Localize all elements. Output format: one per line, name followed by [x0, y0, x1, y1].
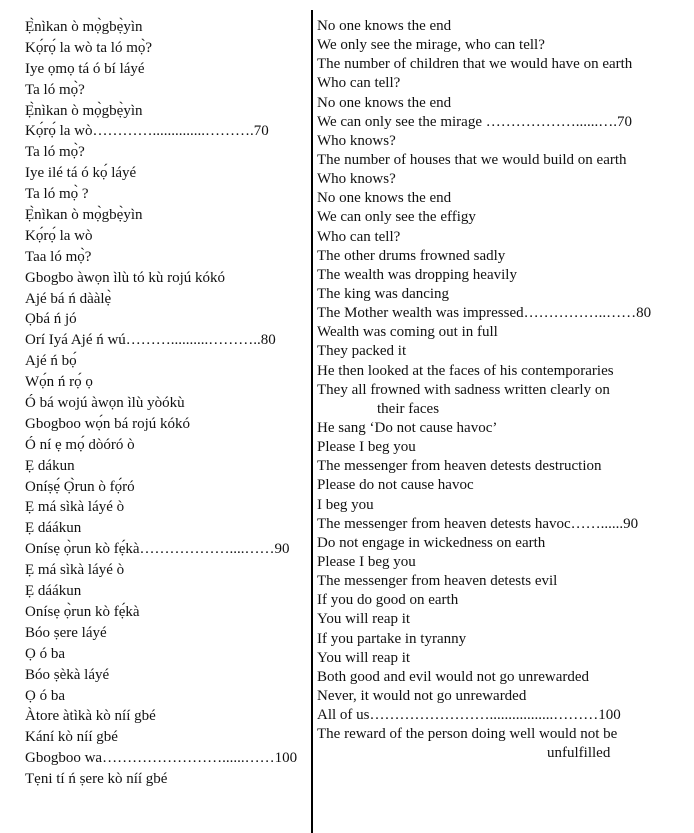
- yoruba-line: Àtore àtìkà kò níí gbé: [25, 708, 156, 725]
- yoruba-line: Kání kò níí gbé: [25, 729, 118, 746]
- yoruba-line: Ó bá wojú àwọn ìlù yòókù: [25, 395, 185, 412]
- column-divider: [311, 10, 313, 833]
- yoruba-line: Kọ́rọ́ la wò ta ló mọ̀?: [25, 39, 153, 56]
- english-line: The number of houses that we would build on earth: [317, 151, 627, 168]
- yoruba-line: Ẹ̀nìkan ò mọ̀gbẹ̀yìn: [25, 102, 143, 119]
- yoruba-line: Kọ́rọ́ la wò: [25, 227, 93, 244]
- yoruba-line: Gbogboo wọ́n bá rojú kókó: [25, 415, 190, 432]
- english-line: You will reap it: [317, 611, 411, 628]
- yoruba-line: Ẹ má sìkà láyé ò: [25, 499, 125, 516]
- english-line: [317, 725, 687, 763]
- english-line: Who knows?: [317, 171, 396, 188]
- english-line: We can only see the mirage ………………......….70: [317, 113, 632, 130]
- yoruba-line: Onísẹ ọ̀run kò fẹ́kà………………....……90: [25, 541, 290, 558]
- yoruba-line: Ẹ̀nìkan ò mọ̀gbẹ̀yìn: [25, 207, 143, 224]
- yoruba-line: Bóo ṣere láyé: [25, 624, 107, 641]
- english-line: Do not engage in wickedness on earth: [317, 534, 546, 551]
- yoruba-line: Iye ọmọ tá ó bí láyé: [25, 60, 145, 77]
- english-line: The messenger from heaven detests destruction: [317, 458, 602, 475]
- yoruba-line: Ẹ dáákun: [25, 520, 82, 537]
- english-line: Who can tell?: [317, 75, 401, 92]
- english-line: I beg you: [317, 496, 374, 513]
- english-line: You will reap it: [317, 649, 411, 666]
- english-line: The king was dancing: [317, 285, 450, 302]
- yoruba-text-column: [25, 17, 303, 790]
- english-line: No one knows the end: [317, 190, 452, 207]
- yoruba-line: Ta ló mọ̀ ?: [25, 186, 89, 203]
- english-line: The number of children that we would have on earth: [317, 56, 633, 73]
- english-line: He then looked at the faces of his contemporaries: [317, 362, 614, 379]
- yoruba-line: Orí Iyá Ajé ń wú………..........………..80: [25, 332, 276, 349]
- yoruba-line: Gbogbo àwọn ìlù tó kù rojú kókó: [25, 269, 225, 286]
- english-line: Please do not cause havoc: [317, 477, 474, 494]
- english-line: Who can tell?: [317, 228, 401, 245]
- english-line-text: The reward of the person doing well would not be: [317, 726, 618, 743]
- yoruba-line: Ẹ má sìkà láyé ò: [25, 562, 125, 579]
- yoruba-line: Ta ló mọ̀?: [25, 144, 85, 161]
- english-line: Never, it would not go unrewarded: [317, 687, 527, 704]
- english-line: No one knows the end: [317, 94, 452, 111]
- yoruba-line: Taa ló mọ̀?: [25, 248, 92, 265]
- english-line: The Mother wealth was impressed……………..……80: [317, 305, 652, 322]
- english-line: No one knows the end: [317, 18, 452, 34]
- yoruba-line: Iye ilé tá ó kọ́ láyé: [25, 165, 137, 182]
- yoruba-line: Ajé bá ń dààlẹ̀: [25, 290, 112, 307]
- english-line: The messenger from heaven detests evil: [317, 573, 558, 590]
- english-line: The wealth was dropping heavily: [317, 266, 517, 283]
- english-line: Wealth was coming out in full: [317, 324, 498, 341]
- yoruba-line: Ọ ó ba: [25, 687, 65, 704]
- english-line: The messenger from heaven detests havoc……......90: [317, 515, 639, 532]
- english-line: We can only see the effigy: [317, 209, 476, 226]
- yoruba-line: Ọ ó ba: [25, 645, 65, 662]
- english-line-text: They all frowned with sadness written clearly on: [317, 381, 610, 398]
- english-line: [317, 381, 687, 419]
- english-line: He sang ‘Do not cause havoc’: [317, 419, 498, 436]
- english-line: Please I beg you: [317, 439, 416, 456]
- english-line-continuation: unfulfilled: [547, 745, 611, 762]
- english-translation-column: [317, 17, 687, 764]
- english-line: We only see the mirage, who can tell?: [317, 37, 545, 54]
- english-line-continuation: their faces: [377, 400, 440, 417]
- yoruba-line: Ajé ń bọ́: [25, 353, 77, 370]
- yoruba-line: Ta ló mọ̀?: [25, 81, 85, 98]
- yoruba-line: Ẹ̀nìkan ò mọ̀gbẹ̀yìn: [25, 19, 143, 35]
- yoruba-line: Tẹni tí ń ṣere kò níí gbé: [25, 771, 168, 788]
- yoruba-line: Oníṣẹ́ Ọ̀run ò fọ́ró: [25, 478, 135, 495]
- yoruba-line: Ọbá ń jó: [25, 311, 77, 328]
- english-line: All of us…………………….................………100: [317, 707, 621, 724]
- yoruba-line: Wọ́n ń rọ́ ọ: [25, 374, 93, 391]
- yoruba-line: Ó ní ẹ mọ́ dòóró ò: [25, 436, 135, 453]
- english-line: They packed it: [317, 343, 407, 360]
- english-line: If you partake in tyranny: [317, 630, 467, 647]
- yoruba-line: Bóo ṣèkà láyé: [25, 666, 110, 683]
- english-line: Please I beg you: [317, 553, 416, 570]
- yoruba-line: Gbogboo wa……………………......……100: [25, 750, 298, 767]
- yoruba-line: Ẹ dáákun: [25, 583, 82, 600]
- english-line: The other drums frowned sadly: [317, 247, 506, 264]
- yoruba-line: Kọ́rọ́ la wò…………..............……….70: [25, 123, 269, 140]
- english-line: Who knows?: [317, 132, 396, 149]
- yoruba-line: Ẹ dákun: [25, 457, 75, 474]
- english-line: If you do good on earth: [317, 592, 459, 609]
- yoruba-line: Onísẹ ọ̀run kò fẹ́kà: [25, 603, 140, 620]
- english-line: Both good and evil would not go unrewarded: [317, 668, 590, 685]
